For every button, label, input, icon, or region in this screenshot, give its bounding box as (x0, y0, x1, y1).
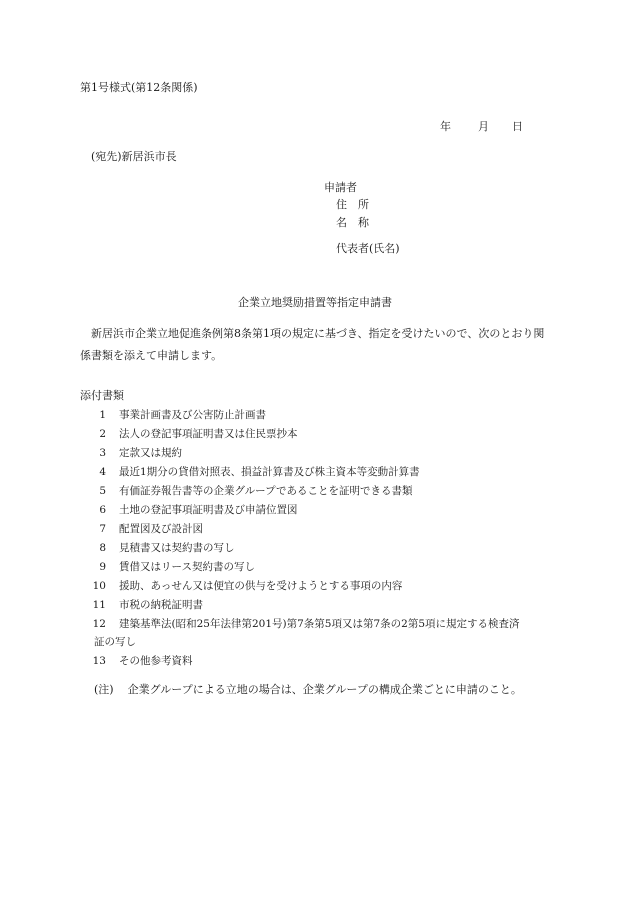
item-number: 11 (92, 599, 106, 611)
item-number: 9 (99, 561, 106, 573)
item-text: 最近1期分の貸借対照表、損益計算書及び株主資本等変動計算書 (119, 466, 420, 478)
item-text: 配置図及び設計図 (119, 523, 203, 535)
list-item (80, 539, 550, 558)
item-text: 援助、あっせん又は便宜の供与を受けようとする事項の内容 (119, 580, 403, 592)
list-item (80, 501, 550, 520)
date-month-label: 月 (478, 120, 489, 133)
date-year-label: 年 (440, 120, 451, 133)
list-item (80, 652, 550, 671)
item-number: 12 (92, 618, 106, 630)
item-text: 事業計画書及び公害防止計画書 (119, 409, 266, 421)
applicant-representative-label: 代表者(氏名) (336, 242, 400, 255)
item-number: 2 (99, 428, 106, 440)
item-text: 市税の納税証明書 (119, 599, 203, 611)
item-number: 4 (99, 466, 106, 478)
list-item (80, 558, 550, 577)
item-number: 13 (92, 655, 106, 667)
applicant-address-label: 住 所 (336, 198, 369, 211)
item-number: 10 (92, 580, 106, 592)
form-label: 第1号様式(第12条関係) (80, 81, 198, 94)
list-item (80, 482, 550, 501)
item-text: 土地の登記事項証明書及び申請位置図 (119, 504, 298, 516)
item-text-line: 建築基準法(昭和25年法律第201号)第7条第5項又は第7条の2第5項に規定する検査済 (119, 618, 520, 630)
item-number: 6 (99, 504, 106, 516)
list-item (80, 596, 550, 615)
list-item (80, 444, 550, 463)
addressee: (宛先)新居浜市長 (91, 150, 177, 163)
list-item (80, 463, 550, 482)
list-item (80, 520, 550, 539)
item-text: 有価証券報告書等の企業グループであることを証明できる書類 (119, 485, 413, 497)
item-text: 賃借又はリース契約書の写し (119, 561, 255, 573)
list-item (80, 425, 550, 444)
item-text: 法人の登記事項証明書又は住民票抄本 (119, 428, 298, 440)
note-label: (注) (94, 683, 114, 696)
note-text: 企業グループによる立地の場合は、企業グループの構成企業ごとに申請のこと。 (127, 683, 522, 696)
body-paragraph (80, 323, 550, 367)
item-text (119, 615, 550, 633)
date-day-label: 日 (512, 120, 523, 133)
attachments-heading: 添付書類 (80, 389, 124, 402)
attachments-list (80, 406, 550, 671)
item-number: 7 (99, 523, 106, 535)
item-text: その他参考資料 (119, 655, 193, 667)
item-number: 5 (99, 485, 106, 497)
note (94, 683, 522, 696)
applicant-heading: 申請者 (324, 181, 357, 194)
list-item (80, 615, 550, 633)
body-text: 新居浜市企業立地促進条例第8条第1項の規定に基づき、指定を受けたいので、次のとおり関係書類を添えて申請します。 (80, 327, 545, 362)
item-text: 定款又は規約 (119, 447, 182, 459)
item-number: 1 (99, 409, 106, 421)
item-text-continuation: 証の写し (94, 636, 136, 648)
applicant-name-label: 名 称 (336, 216, 369, 229)
list-item (80, 406, 550, 425)
list-item (80, 577, 550, 596)
item-number: 3 (99, 447, 106, 459)
item-number: 8 (99, 542, 106, 554)
item-text: 見積書又は契約書の写し (119, 542, 235, 554)
document-title: 企業立地奨励措置等指定申請書 (238, 296, 392, 309)
list-item-continuation (80, 633, 550, 652)
